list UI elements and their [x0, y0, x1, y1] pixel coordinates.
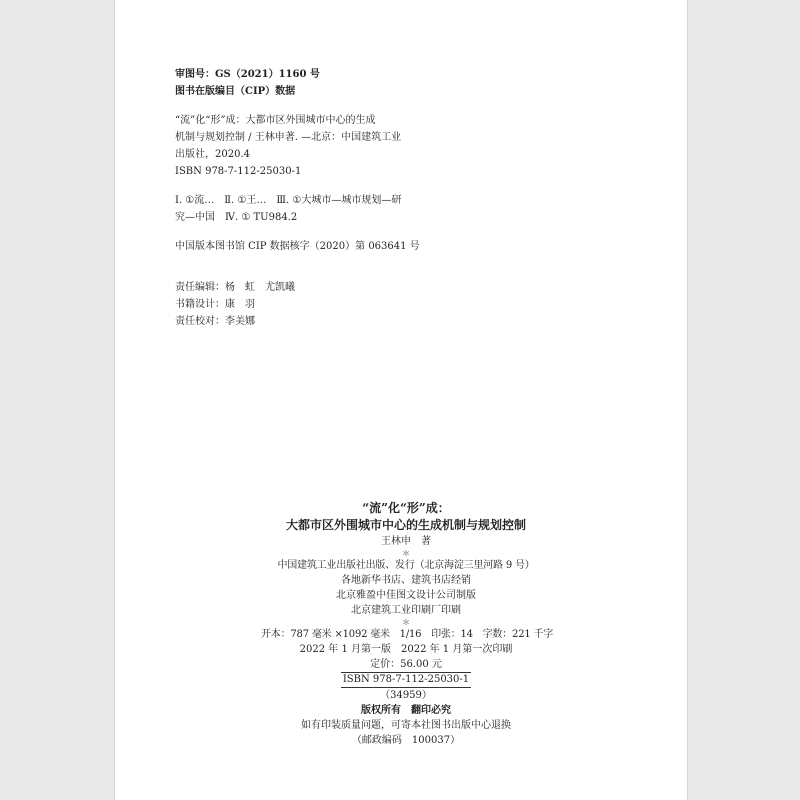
- edition-info: 2022 年 1 月第一版 2022 年 1 月第一次印刷: [299, 644, 513, 655]
- typesetter-line: 北京雅盈中佳图文设计公司制版: [336, 590, 476, 601]
- copyright-page: [114, 0, 688, 800]
- cip-record-line: 出版社，2020.4: [175, 149, 250, 160]
- cip-subject-line: 究—中国 Ⅳ. ① TU984.2: [175, 212, 298, 223]
- price: 定价：56.00 元: [370, 659, 442, 670]
- cip-block: [175, 66, 475, 330]
- book-title-line-1: “流”化“形”成：: [362, 501, 450, 515]
- colophon-block: [261, 500, 554, 748]
- map-approval-number: 审图号：GS（2021）1160 号: [175, 69, 320, 80]
- proofreader: 责任校对：李美娜: [175, 316, 255, 327]
- cip-record-line: 机制与规划控制 / 王林申著. —北京：中国建筑工业: [175, 132, 402, 143]
- publisher-line: 中国建筑工业出版社出版、发行（北京海淀三里河路 9 号）: [277, 560, 535, 571]
- postcode: （邮政编码 100037）: [351, 735, 461, 746]
- cip-heading: 图书在版编目（CIP）数据: [175, 86, 296, 97]
- cip-isbn: ISBN 978-7-112-25030-1: [175, 166, 302, 177]
- cip-subject-line: Ⅰ. ①流… Ⅱ. ①王… Ⅲ. ①大城市—城市规划—研: [175, 195, 402, 206]
- book-code: （34959）: [380, 690, 432, 701]
- book-title-line-2: 大都市区外围城市中心的生成机制与规划控制: [285, 518, 526, 532]
- colophon-isbn: ISBN 978-7-112-25030-1: [341, 672, 471, 688]
- separator-star: ＊: [402, 549, 410, 558]
- responsible-editors: 责任编辑：杨 虹 尤凯曦: [175, 282, 295, 293]
- distributor-line: 各地新华书店、建筑书店经销: [341, 575, 471, 586]
- book-designer: 书籍设计：康 羽: [175, 299, 255, 310]
- book-author: 王林申 著: [381, 536, 431, 547]
- rights-notice: 版权所有 翻印必究: [361, 705, 451, 716]
- format-specs: 开本：787 毫米 ×1092 毫米 1/16 印张：14 字数：221 千字: [261, 629, 554, 640]
- cip-record-line: “流”化“形”成：大都市区外围城市中心的生成: [175, 115, 376, 126]
- printer-line: 北京建筑工业印刷厂印刷: [351, 605, 461, 616]
- cip-data-number: 中国版本图书馆 CIP 数据核字（2020）第 063641 号: [175, 241, 420, 252]
- return-notice: 如有印装质量问题，可寄本社图书出版中心退换: [301, 720, 511, 731]
- separator-star: ＊: [402, 618, 410, 627]
